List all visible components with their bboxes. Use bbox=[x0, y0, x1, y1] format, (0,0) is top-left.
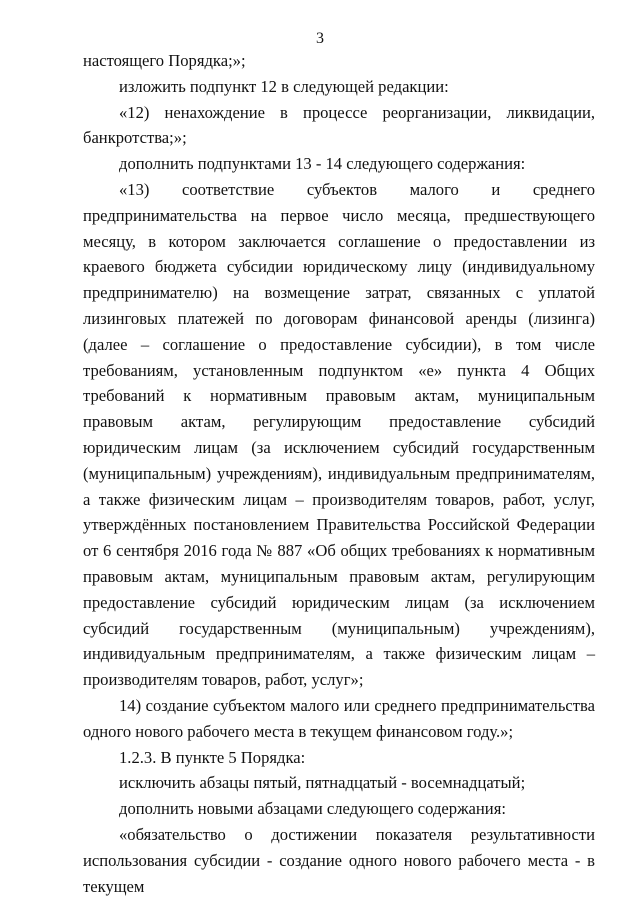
paragraph: «обязательство о достижении показателя результативности использования субсидии - создание одного нового рабочего места - в текущем bbox=[83, 824, 595, 896]
paragraph: «13) соответствие субъектов малого и среднего предпринимательства на первое число месяца, предшествующего месяцу, в котором заключается соглашение о предоставлении из краевого бюджета субсидии юридическому лицу (индивидуальному предпринимателю) на возмещение затрат, связанных с уплатой лизинговых платежей по договорам финансовой аренды (лизинга) (далее – соглашение о предоставление субсидии), в том числе требованиям, установленным подпунктом «е» пункта 4 Общих требований к нормативным правовым актам, муниципальным правовым актам, регулирующим предоставление субсидий юридическим лицам (за исключением субсидий государственным (муниципальным) учреждениям), индивидуальным предпринимателям, а также физическим лицам – производителям товаров, работ, услуг, утверждённых постановлением Правительства Российской Федерации от 6 сентября 2016 года № 887 «Об общих требованиях к нормативным правовым актам, муниципальным правовым актам, регулирующим предоставление субсидий юридическим лицам (за исключением субсидий государственным (муниципальным) учреждениям), индивидуальным предпринимателям, а также физическим лицам – производителям товаров, работ, услуг»; bbox=[83, 179, 595, 690]
paragraph: исключить абзацы пятый, пятнадцатый - восемнадцатый; bbox=[119, 773, 526, 793]
paragraph: 1.2.3. В пункте 5 Порядка: bbox=[119, 747, 306, 767]
paragraph: 14) создание субъектом малого или среднего предпринимательства одного нового рабочего места в текущем финансовом году.»; bbox=[83, 695, 595, 741]
paragraph: настоящего Порядка;»; bbox=[83, 51, 246, 70]
paragraph: дополнить новыми абзацами следующего содержания: bbox=[119, 799, 506, 819]
document-body bbox=[83, 48, 595, 899]
paragraph: «12) ненахождение в процессе реорганизации, ликвидации, банкротства;»; bbox=[83, 102, 595, 148]
paragraph: изложить подпункт 12 в следующей редакции: bbox=[119, 76, 449, 96]
paragraph: дополнить подпунктами 13 - 14 следующего содержания: bbox=[119, 154, 526, 174]
page-number: 3 bbox=[316, 30, 324, 47]
